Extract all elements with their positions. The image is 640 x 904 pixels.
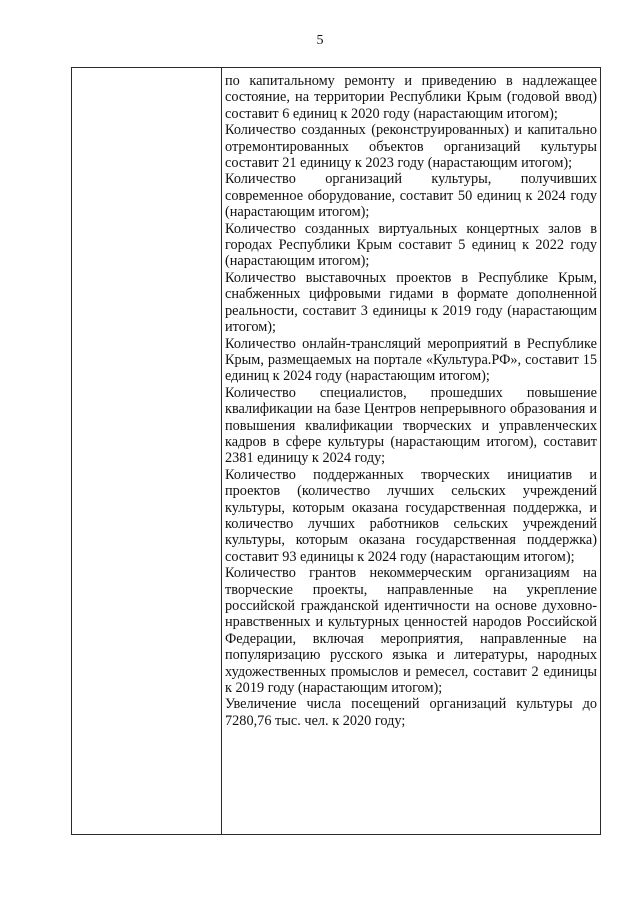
indicators-table: [71, 67, 601, 835]
indicator-paragraph: по капитальному ремонту и приведению в надлежащее состояние, на территории Республики Крым (годовой ввод) составит 6 единиц к 2020 году (нарастающим итогом);: [225, 73, 597, 122]
indicator-paragraph: Увеличение числа посещений организаций культуры до 7280,76 тыс. чел. к 2020 году;: [225, 696, 597, 729]
table-right-cell: [225, 73, 597, 729]
page-number: 5: [316, 33, 324, 48]
indicator-paragraph: Количество созданных (реконструированных) и капитально отремонтированных объектов организаций культуры составит 21 единицу к 2023 году (нарастающим итогом);: [225, 122, 597, 172]
table-left-cell: [72, 68, 221, 834]
indicator-paragraph: Количество поддержанных творческих инициатив и проектов (количество лучших сельских учреждений культуры, которым оказана государственная поддержка, и количество лучших работников сельских учреждений культуры, которым оказана государственная поддержка) составит 93 единицы к 2024 году (нарастающим итогом);: [225, 466, 597, 565]
indicator-paragraph: Количество онлайн-трансляций мероприятий в Республике Крым, размещаемых на портале «Культура.РФ», составит 15 единиц к 2024 году (нарастающим итогом);: [225, 335, 597, 385]
indicator-paragraph: Количество организаций культуры, получивших современное оборудование, составит 50 единиц к 2024 году (нарастающим итогом);: [225, 171, 597, 221]
indicator-paragraph: Количество созданных виртуальных концертных залов в городах Республики Крым составит 5 единиц к 2022 году (нарастающим итогом);: [225, 220, 597, 270]
indicator-paragraph: Количество специалистов, прошедших повышение квалификации на базе Центров непрерывного образования и повышения квалификации творческих и управленческих кадров в сфере культуры (нарастающим итогом), составит 2381 единицу к 2024 году;: [225, 384, 597, 467]
column-divider: [221, 68, 222, 834]
indicator-paragraph: Количество выставочных проектов в Республике Крым, снабженных цифровыми гидами в формате дополненной реальности, составит 3 единицы к 2019 году (нарастающим итогом);: [225, 269, 597, 336]
indicator-paragraph: Количество грантов некоммерческим организациям на творческие проекты, направленные на укрепление российской гражданской идентичности на основе духовно-нравственных и культурных ценностей народов Российской Федерации, включая мероприятия, направленные на популяризацию русского языка и литературы, народных художественных промыслов и ремесел, составит 2 единицы к 2019 году (нарастающим итогом);: [225, 565, 597, 697]
